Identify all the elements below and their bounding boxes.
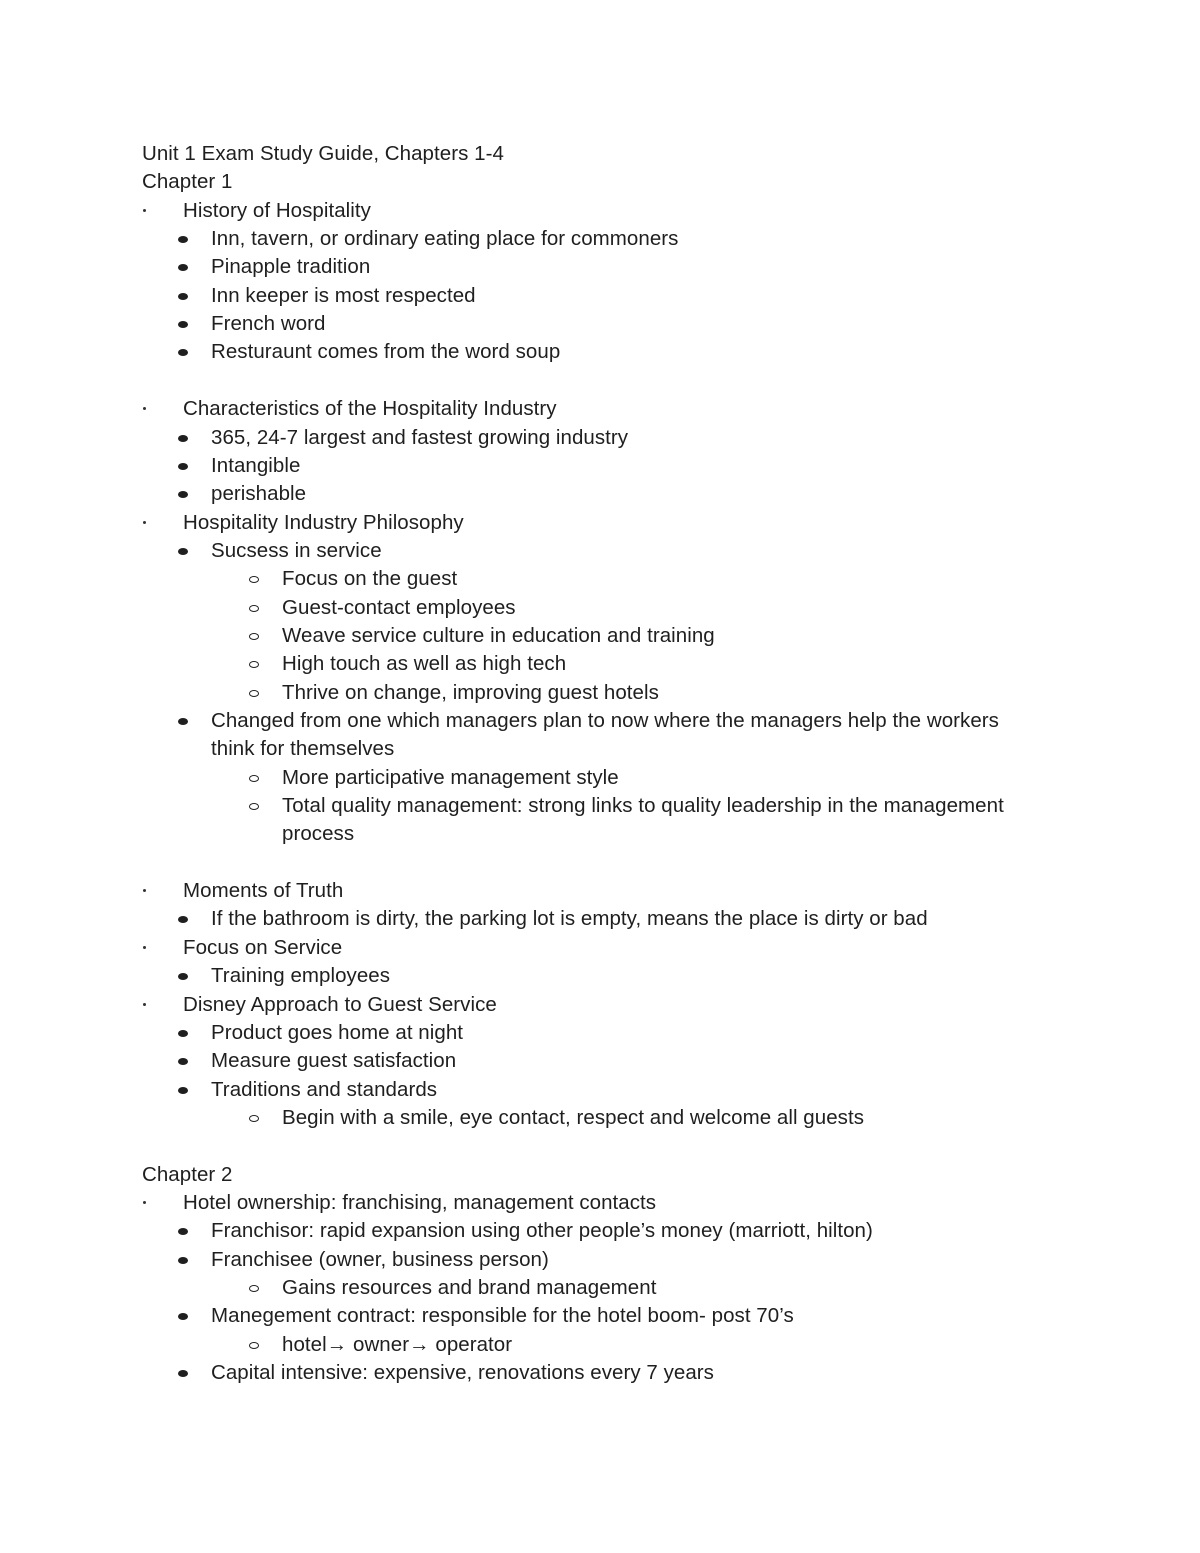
line-text: Training employees: [211, 964, 391, 988]
bullet-circle-icon: [249, 661, 259, 668]
line-text: Product goes home at night: [211, 1020, 464, 1044]
line-text: Manegement contract: responsible for the hotel boom- post 70’s: [211, 1304, 794, 1328]
line-text: Changed from one which managers plan to now where the managers help the workers: [211, 709, 999, 732]
line-text: Chapter 1: [142, 170, 233, 194]
line-text: Sucsess in service: [211, 538, 382, 562]
line-text: Focus on Service: [183, 935, 343, 959]
line-text: process: [282, 822, 355, 846]
line-text: Resturaunt comes from the word soup: [211, 340, 561, 364]
bullet-disc-icon: [178, 435, 188, 442]
bullet-circle-icon: [249, 803, 259, 810]
line-text: French word: [211, 312, 326, 336]
line-text: Total quality management: strong links to quality leadership in the management: [282, 794, 1004, 818]
line-text: Disney Approach to Guest Service: [183, 992, 497, 1016]
bullet-circle-icon: [249, 1285, 259, 1292]
bullet-disc-icon: [178, 1257, 188, 1264]
bullet-circle-icon: [249, 775, 259, 782]
bullet-circle-icon: [249, 633, 259, 640]
line-text: Focus on the guest: [282, 567, 458, 591]
bullet-disc-icon: [178, 293, 188, 300]
middle-dot-marker: [143, 1201, 146, 1204]
bullet-circle-icon: [249, 1115, 259, 1122]
bullet-circle-icon: [249, 1342, 259, 1349]
bullet-disc-icon: [178, 916, 188, 923]
line-text: History of Hospitality: [183, 198, 371, 222]
bullet-disc-icon: [178, 548, 188, 555]
line-text: Intangible: [211, 453, 301, 477]
line-text: Inn keeper is most respected: [211, 283, 476, 307]
line-text: Franchisor: rapid expansion using other people’s money (marriott, hilton): [211, 1219, 873, 1243]
line-text: High touch as well as high tech: [282, 652, 567, 676]
bullet-disc-icon: [178, 1370, 188, 1377]
line-text: 365, 24-7 largest and fastest growing industry: [211, 425, 629, 449]
line-text: Inn, tavern, or ordinary eating place for commoners: [211, 227, 679, 251]
bullet-disc-icon: [178, 463, 188, 470]
bullet-disc-icon: [178, 491, 188, 498]
line-text: Capital intensive: expensive, renovations every 7 years: [211, 1361, 714, 1385]
line-text: Unit 1 Exam Study Guide, Chapters 1-4: [142, 142, 504, 165]
middle-dot-marker: [143, 407, 146, 410]
bullet-disc-icon: [178, 1313, 188, 1320]
bullet-circle-icon: [249, 690, 259, 697]
bullet-disc-icon: [178, 321, 188, 328]
line-text: think for themselves: [211, 737, 395, 761]
line-text: More participative management style: [282, 765, 619, 789]
line-text: If the bathroom is dirty, the parking lot is empty, means the place is dirty or bad: [211, 907, 928, 931]
line-text: Measure guest satisfaction: [211, 1049, 457, 1073]
bullet-circle-icon: [249, 576, 259, 583]
line-text: Characteristics of the Hospitality Industry: [183, 397, 557, 421]
middle-dot-marker: [143, 1003, 146, 1006]
bullet-disc-icon: [178, 718, 188, 725]
bullet-disc-icon: [178, 1058, 188, 1065]
middle-dot-marker: [143, 209, 146, 212]
bullet-circle-icon: [249, 605, 259, 612]
line-text: hotel→ owner→ operator: [282, 1332, 513, 1356]
line-text: Pinapple tradition: [211, 255, 371, 279]
middle-dot-marker: [143, 521, 146, 524]
line-text: perishable: [211, 482, 307, 506]
line-text: Chapter 2: [142, 1162, 233, 1186]
bullet-disc-icon: [178, 1087, 188, 1094]
bullet-disc-icon: [178, 264, 188, 271]
line-text: Traditions and standards: [211, 1077, 438, 1101]
line-text: Weave service culture in education and training: [282, 623, 715, 647]
bullet-disc-icon: [178, 973, 188, 980]
line-text: Gains resources and brand management: [282, 1276, 657, 1299]
line-text: Begin with a smile, eye contact, respect and welcome all guests: [282, 1105, 864, 1129]
middle-dot-marker: [143, 889, 146, 892]
line-text: Franchisee (owner, business person): [211, 1247, 549, 1271]
bullet-disc-icon: [178, 1228, 188, 1235]
line-text: Moments of Truth: [183, 879, 344, 903]
bullet-disc-icon: [178, 1030, 188, 1037]
middle-dot-marker: [143, 946, 146, 949]
line-text: Guest-contact employees: [282, 595, 516, 619]
bullet-disc-icon: [178, 349, 188, 356]
line-text: Hotel ownership: franchising, management contacts: [183, 1190, 657, 1214]
line-text: Hospitality Industry Philosophy: [183, 510, 464, 534]
line-text: Thrive on change, improving guest hotels: [282, 680, 659, 704]
bullet-disc-icon: [178, 236, 188, 243]
